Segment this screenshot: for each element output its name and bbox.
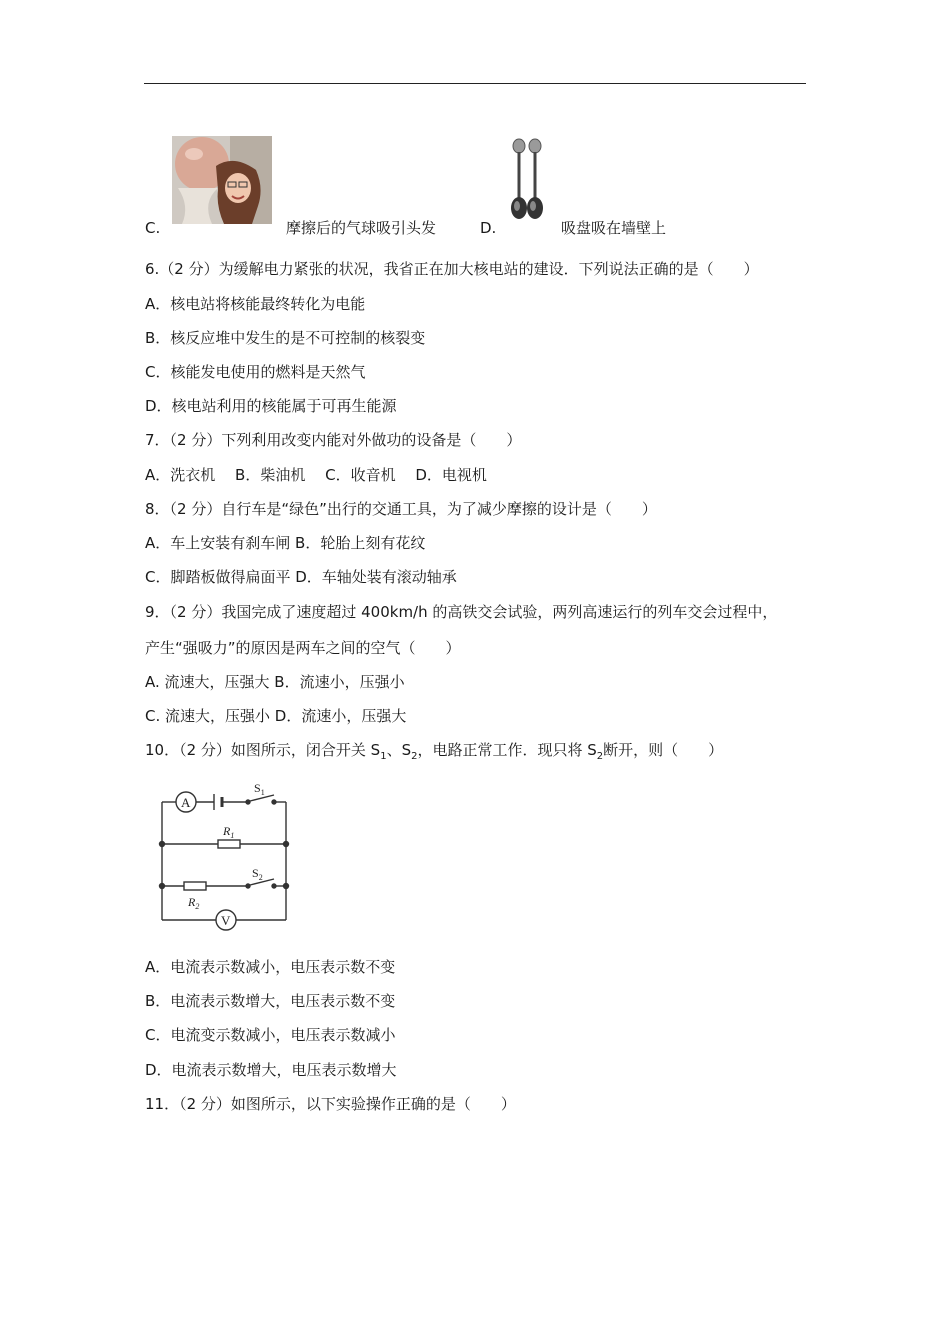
q10-option-b: B．电流表示数增大，电压表示数不变 (145, 992, 396, 1010)
q7-options: A．洗衣机 B．柴油机 C．收音机 D．电视机 (145, 466, 487, 484)
q6-option-c: C．核能发电使用的燃料是天然气 (145, 363, 366, 381)
q6-option-a: A．核电站将核能最终转化为电能 (145, 295, 366, 313)
q5-option-c-label: C. (145, 219, 161, 237)
circuit-diagram (150, 776, 300, 936)
q6-option-d: D．核电站利用的核能属于可再生能源 (145, 397, 397, 415)
q9-stem-line1: 9．（2 分）我国完成了速度超过 400km/h 的高铁交会试验，两列高速运行的列车交会过程中， (145, 603, 778, 621)
q5-option-c-text: 摩擦后的气球吸引头发 (286, 219, 437, 237)
q10-stem: 10．（2 分）如图所示，闭合开关 $S_1$、$S_2$，电路正常工作．现只将 $S_2$断开，则（ ） (145, 741, 724, 762)
q9-stem-line2: 产生“强吸力”的原因是两车之间的空气（ ） (145, 639, 461, 657)
r1-label: $R_1$ (223, 824, 235, 840)
suction-cup-photo (505, 136, 547, 226)
header-rule (144, 83, 806, 84)
q10-option-c: C．电流变示数减小，电压表示数减小 (145, 1026, 396, 1044)
q8-options-line1: A．车上安装有刹车闸 B．轮胎上刻有花纹 (145, 534, 426, 552)
s2-label: $S_2$ (252, 866, 263, 882)
ammeter-label: A (181, 795, 191, 810)
resistor-r1 (218, 840, 240, 848)
q6-option-b: B．核反应堆中发生的是不可控制的核裂变 (145, 329, 426, 347)
q10-option-d: D．电流表示数增大，电压表示数增大 (145, 1061, 397, 1079)
r2-label: $R_2$ (188, 895, 200, 911)
q7-stem: 7．（2 分）下列利用改变内能对外做功的设备是（ ） (145, 431, 522, 449)
q8-stem: 8．（2 分）自行车是“绿色”出行的交通工具，为了减少摩擦的设计是（ ） (145, 500, 657, 518)
s1-label: $S_1$ (254, 781, 265, 797)
q6-stem: 6.（2 分）为缓解电力紧张的状况，我省正在加大核电站的建设．下列说法正确的是（ ） (145, 260, 759, 278)
q11-stem: 11．（2 分）如图所示，以下实验操作正确的是（ ） (145, 1095, 516, 1113)
voltmeter-label: V (221, 913, 231, 928)
q9-options-line2: C. 流速大，压强小 D．流速小，压强大 (145, 707, 407, 725)
q5-option-d-text: 吸盘吸在墙壁上 (561, 219, 667, 237)
q5-option-d-label: D. (480, 219, 497, 237)
q10-option-a: A．电流表示数减小，电压表示数不变 (145, 958, 396, 976)
q8-options-line2: C．脚踏板做得扁面平 D．车轴处装有滚动轴承 (145, 568, 457, 586)
q9-options-line1: A. 流速大，压强大 B．流速小，压强小 (145, 673, 405, 691)
resistor-r2 (184, 882, 206, 890)
balloon-hair-photo (172, 136, 272, 224)
